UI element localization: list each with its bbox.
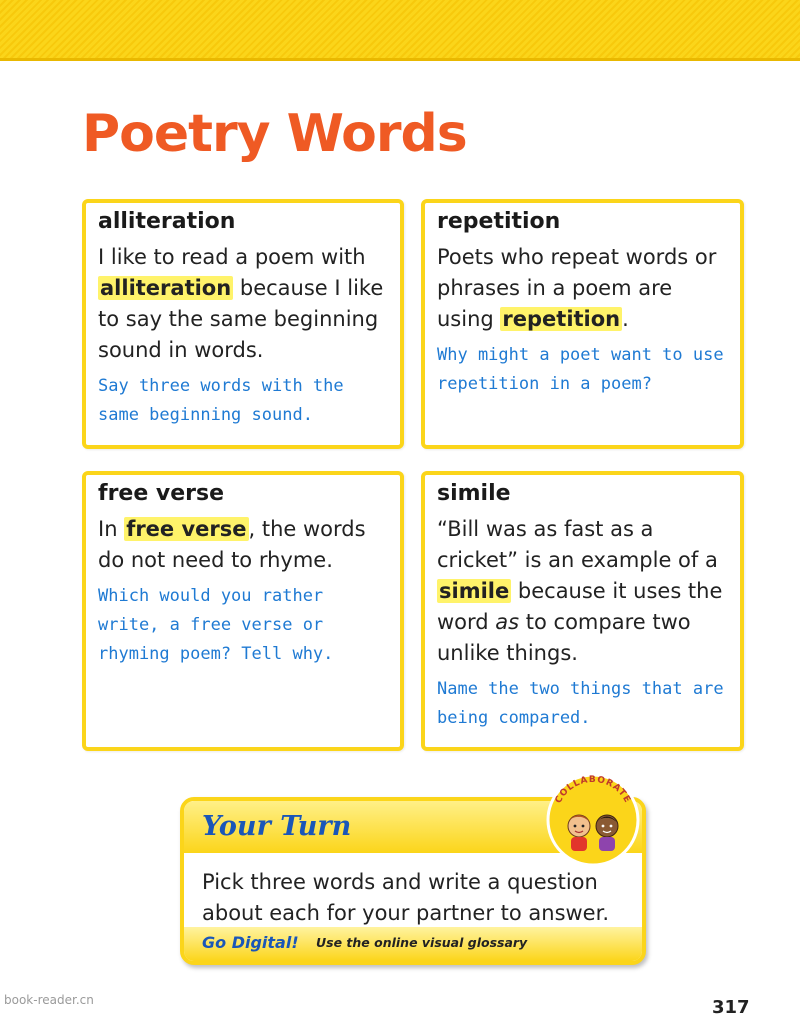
- definition-text: , the words do not need to rhyme.: [98, 517, 366, 572]
- definition-text: to compare two unlike things.: [437, 610, 691, 665]
- card-definition: [98, 514, 388, 576]
- vocab-card-alliteration: [82, 199, 404, 449]
- definition-text: I like to read a poem with: [98, 245, 366, 269]
- go-digital-bar: [184, 927, 642, 961]
- card-prompt: Which would you rather write, a free verse or rhyming poem? Tell why.: [98, 586, 334, 664]
- collaborate-badge-icon: [543, 770, 643, 870]
- watermark: book-reader.cn: [4, 993, 94, 1007]
- card-prompt: Say three words with the same beginning sound.: [98, 376, 344, 425]
- badge-label: COLLABORATE: [553, 774, 633, 806]
- go-digital-description: Use the online visual glossary: [316, 935, 528, 950]
- highlighted-term: alliteration: [100, 276, 232, 300]
- go-digital-label: Go Digital!: [202, 933, 299, 952]
- vocab-card-free-verse: [82, 471, 404, 751]
- vocab-card-simile: [421, 471, 744, 751]
- highlighted-term: repetition: [502, 307, 621, 331]
- definition-text: .: [622, 307, 629, 331]
- card-prompt: Why might a poet want to use repetition in a poem?: [437, 345, 724, 394]
- page-title: Poetry Words: [82, 104, 467, 164]
- definition-text: “Bill was as fast as a cricket” is an example of a: [437, 517, 718, 572]
- card-term: alliteration: [98, 209, 236, 234]
- definition-text: In: [98, 517, 125, 541]
- card-prompt: Name the two things that are being compared.: [437, 679, 724, 728]
- card-term: free verse: [98, 481, 225, 506]
- your-turn-instructions: Pick three words and write a question about each for your partner to answer.: [202, 870, 609, 925]
- your-turn-title: Your Turn: [202, 811, 352, 842]
- card-definition: [437, 514, 728, 669]
- highlighted-term: free verse: [126, 517, 247, 541]
- card-definition: [98, 242, 388, 366]
- page-number: 317: [712, 997, 750, 1018]
- italic-word: as: [495, 610, 520, 634]
- card-term: repetition: [437, 209, 561, 234]
- definition-text: Poets who repeat words or phrases in a poem are using: [437, 245, 717, 331]
- card-term: simile: [437, 481, 511, 506]
- highlighted-term: simile: [439, 579, 510, 603]
- top-banner: [0, 0, 800, 61]
- card-definition: [437, 242, 728, 335]
- definition-text: because I like to say the same beginning sound in words.: [98, 276, 384, 362]
- vocab-card-repetition: [421, 199, 744, 449]
- definition-text: because it uses the word: [437, 579, 723, 634]
